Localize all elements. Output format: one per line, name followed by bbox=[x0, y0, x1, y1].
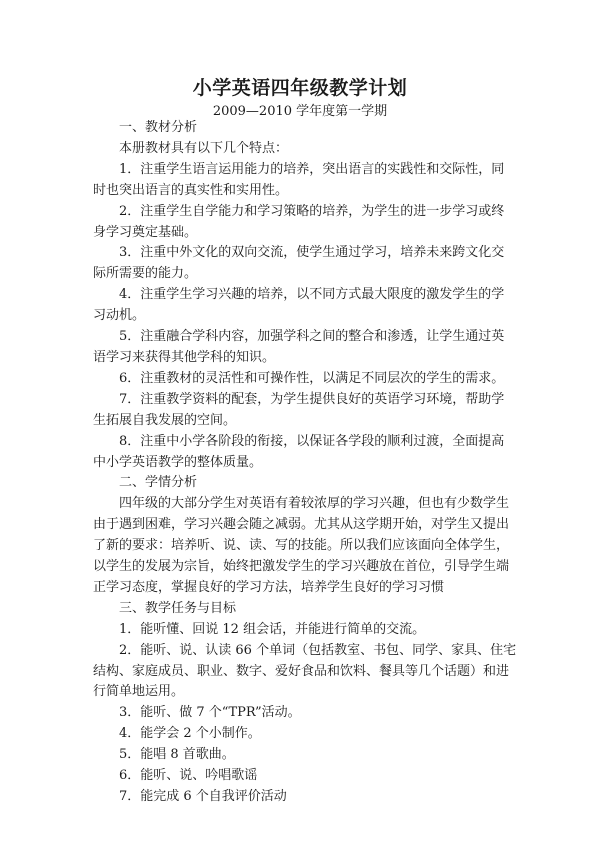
list-item: 5．能唱 8 首歌曲。 bbox=[119, 747, 235, 763]
list-item: 4．注重学生学习兴趣的培养，以不同方式最大限度的激发学生的学习动机。 bbox=[93, 287, 505, 324]
section-heading-teaching-goals: 三、教学任务与目标 bbox=[119, 600, 237, 616]
section-intro: 本册教材具有以下几个特点： bbox=[119, 140, 289, 156]
list-item: 4．能学会 2 个小制作。 bbox=[119, 726, 261, 742]
list-item: 2．注重学生自学能力和学习策略的培养，为学生的进一步学习或终身学习奠定基础。 bbox=[93, 203, 505, 240]
list-item: 3．注重中外文化的双向交流，使学生通过学习，培养未来跨文化交际所需要的能力。 bbox=[93, 245, 505, 282]
document-body bbox=[93, 118, 517, 808]
list-item: 3．能听、做 7 个“TPR”活动。 bbox=[119, 705, 301, 721]
list-item: 5．注重融合学科内容，加强学科之间的整合和渗透，让学生通过英语学习来获得其他学科的知识。 bbox=[93, 329, 505, 365]
list-item: 7．注重教学资料的配套，为学生提供良好的英语学习环境，帮助学生拓展自我发展的空间。 bbox=[93, 391, 505, 428]
list-item: 6．能听、说、吟唱歌谣 bbox=[119, 768, 258, 784]
list-item: 7．能完成 6 个自我评价活动 bbox=[119, 789, 287, 804]
document-subtitle: 2009—2010 学年度第一学期 bbox=[212, 104, 388, 119]
document-title: 小学英语四年级教学计划 bbox=[192, 77, 408, 99]
list-item: 2．能听、说、认读 66 个单词（包括教室、书包、同学、家具、住宅结构、家庭成员、职业、数字、爱好食品和饮料、餐具等几个话题）和进行简单地运用。 bbox=[93, 642, 517, 700]
section-heading-student-analysis: 二、学情分析 bbox=[119, 475, 198, 491]
section-heading-textbook-analysis: 一、教材分析 bbox=[119, 120, 198, 135]
list-item: 1．注重学生语言运用能力的培养，突出语言的实践性和交际性，同时也突出语言的真实性和实用性。 bbox=[93, 161, 505, 198]
list-item: 8．注重中小学各阶段的衔接，以保证各学段的顺利过渡，全面提高中小学英语教学的整体质量。 bbox=[93, 433, 505, 470]
section-paragraph: 四年级的大部分学生对英语有着较浓厚的学习兴趣，但也有少数学生由于遇到困难，学习兴趣会随之减弱。尤其从这学期开始，对学生又提出了新的要求：培养听、说、读、写的技能。所以我们应该面向全体学生，以学生的发展为宗旨，始终把激发学生的学习兴趣放在首位，引导学生端正学习态度，掌握良好的学习方法，培养学生良好的学习习惯 bbox=[93, 496, 510, 595]
list-item: 1．能听懂、回说 12 组会话，并能进行简单的交流。 bbox=[119, 621, 426, 637]
list-item: 6．注重教材的灵活性和可操作性，以满足不同层次的学生的需求。 bbox=[119, 370, 505, 386]
